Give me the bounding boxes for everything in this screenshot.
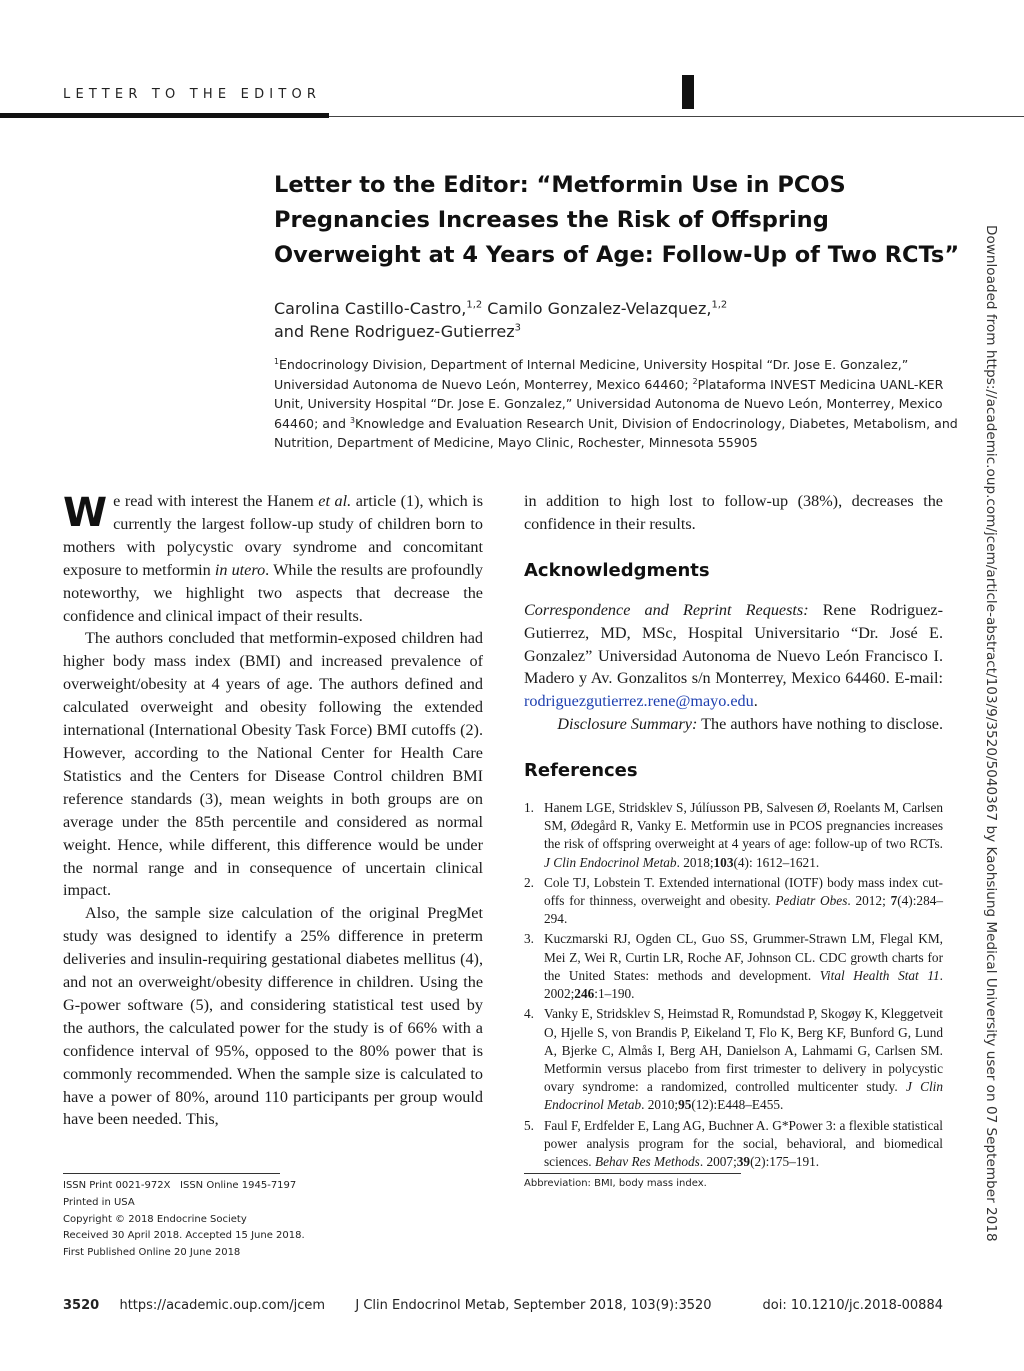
reference-volume: 39 [736, 1153, 751, 1169]
journal-citation: J Clin Endocrinol Metab, September 2018, 103(9):3520 [355, 1298, 712, 1313]
publication-info [63, 1178, 305, 1262]
reference-volume: 103 [713, 854, 734, 870]
affil-3: Knowledge and Evaluation Research Unit, Division of Endocrinology, Diabetes, Metabolism, and Nutrition, Department of Medicine, Mayo Clinic, Rochester, Minnesota 55905 [274, 415, 958, 450]
affil-1-marker: 1 [274, 356, 279, 366]
drop-cap: W [63, 490, 108, 536]
author-2: Camilo Gonzalez-Velazquez, [482, 299, 712, 318]
author-list [274, 297, 834, 343]
affil-1: Endocrinology Division, Department of Internal Medicine, University Hospital “Dr. Jose E. Gonzalez,” Universidad Autonoma de Nuevo León, Monterrey, Mexico 64460; [274, 357, 909, 392]
reference-journal: Pediatr Obes [775, 893, 848, 909]
download-note: Downloaded from https://academic.oup.com/jcem/article-abstract/103/9/3520/5040367 by Kaohsiung Medical University user on 07 September 2018 [983, 225, 999, 1242]
download-note-container [976, 225, 1006, 1242]
reference-number: 3. [524, 931, 534, 947]
reference-item [524, 1117, 943, 1172]
reference-journal: J Clin Endocrinol Metab [544, 1079, 944, 1113]
affil-2-marker: 2 [692, 376, 698, 386]
reference-number: 5. [524, 1117, 534, 1133]
abbreviation-footnote: Abbreviation: BMI, body mass index. [524, 1178, 707, 1189]
correspondence-label: Correspondence and Reprint Requests: [524, 600, 809, 619]
footnote-rule-left [63, 1173, 280, 1174]
author-3-affil: 3 [514, 322, 521, 334]
doi[interactable]: doi: 10.1210/jc.2018-00884 [762, 1298, 943, 1313]
issn-line: ISSN Print 0021-972X ISSN Online 1945-7197 [63, 1180, 297, 1191]
reference-pages: (2):175–191. [750, 1153, 820, 1169]
page-footer [63, 1298, 943, 1313]
header-marker-block [682, 75, 694, 109]
affiliations [274, 355, 974, 453]
reference-text: Kuczmarski RJ, Ogden CL, Guo SS, Grummer-Strawn LM, Flegal KM, Mei Z, Wei R, Curtin LR, Roche AF, Johnson CL. CDC growth charts for the United States: methods and development. [544, 931, 943, 983]
reference-item [524, 930, 943, 1003]
section-label: LETTER TO THE EDITOR [63, 87, 322, 102]
reference-number: 4. [524, 1006, 534, 1022]
reference-volume: 246 [574, 986, 595, 1002]
correspondence-text: Rene Rodriguez-Gutierrez, MD, MSc, Hospital Universitario “Dr. José E. Gonzalez” Universidad Autonoma de Nuevo León Francisco I. Madero y Av. Gonzalitos s/n Monterrey, Mexico 64460. E-mail: [524, 600, 943, 688]
reference-number: 2. [524, 874, 534, 890]
right-column [524, 490, 943, 1173]
disclosure-text: The authors have nothing to disclose. [697, 715, 943, 734]
acknowledgments-heading: Acknowledgments [524, 559, 710, 581]
reference-year: . 2010; [641, 1097, 679, 1113]
received-line: Received 30 April 2018. Accepted 15 June 2018. [63, 1230, 305, 1242]
reference-volume: 95 [678, 1097, 692, 1113]
body-paragraph-1 [63, 490, 483, 627]
reference-pages: (12):E448–E455. [691, 1097, 784, 1113]
author-3: and Rene Rodriguez-Gutierrez [274, 322, 515, 341]
journal-url[interactable]: https://academic.oup.com/jcem [119, 1298, 326, 1313]
reference-journal: Behav Res Methods [594, 1153, 700, 1169]
body-paragraph-3: Also, the sample size calculation of the original PregMet study was designed to identify a 25% difference in preterm deliveries and insulin-requiring gestational diabetes mellitus (4), and not an overweight/obesity difference in children. Using the G-power software (5), and considering statistical test used by the authors, the calculated power for the study is of 66% with a confidence interval of 95%, opposed to the 80% power that is commonly recommended. When the sample size is calculated to have a power of 80%, around 110 participants per group would have been needed. This, [63, 904, 483, 1129]
reference-number: 1. [524, 800, 534, 816]
header-rule-thick [0, 113, 329, 118]
reference-year: . 2002; [544, 967, 943, 1002]
reference-list [524, 799, 943, 1171]
reference-pages: (4): 1612–1621. [733, 854, 820, 870]
body-paragraph-4: in addition to high lost to follow-up (38%), decreases the confidence in their results. [524, 492, 943, 533]
author-1: Carolina Castillo-Castro, [274, 299, 467, 318]
reference-journal: Vital Health Stat 11 [819, 967, 940, 983]
disclosure [524, 713, 943, 736]
published-line: First Published Online 20 June 2018 [63, 1247, 241, 1259]
reference-volume: 7 [890, 893, 898, 909]
p1-text-a: e read with interest the Hanem [113, 492, 319, 510]
reference-text: Faul F, Erdfelder E, Lang AG, Buchner A. G*Power 3: a flexible statistical power analysis program for the social, behavioral, and biomedical sciences. [544, 1117, 943, 1169]
copyright-line: Copyright © 2018 Endocrine Society [63, 1213, 247, 1225]
references-heading: References [524, 760, 638, 782]
reference-item [524, 1005, 943, 1114]
reference-journal: J Clin Endocrinol Metab [544, 854, 677, 870]
left-column [63, 490, 483, 1131]
reference-text: Vanky E, Stridsklev S, Heimstad R, Romundstad P, Skogøy K, Kleggetveit O, Hjelle S, von Brandis P, Eikeland T, Flo K, Berg KF, Bunford G, Lund A, Bjerke C, Almås I, Berg AH, Danielson A, Lahmami G, Carlsen SM. Metformin versus placebo from first trimester to delivery in polycystic ovary syndrome: a randomized, controlled multicenter study. [544, 1006, 943, 1095]
p1-in-utero: in utero [214, 560, 266, 579]
reference-year: . 2018; [676, 854, 714, 870]
reference-item [524, 799, 943, 872]
footnote-rule-right [524, 1173, 741, 1174]
author-1-affil: 1,2 [466, 299, 483, 311]
reference-pages: :1–190. [594, 986, 635, 1002]
reference-year: . 2012; [847, 893, 891, 909]
affil-2: Plataforma INVEST Medicina UANL-KER Unit, University Hospital “Dr. Jose E. Gonzalez,” Universidad Autonoma de Nuevo León, Monterrey, Mexico 64460; and [274, 376, 944, 431]
correspondence [524, 599, 943, 714]
reference-year: . 2007; [699, 1153, 737, 1169]
reference-text: Hanem LGE, Stridsklev S, Júlíusson PB, Salvesen Ø, Roelants M, Carlsen SM, Ødegård R, Vanky E. Metformin use in PCOS pregnancies increases the risk of offspring overweight at 4 years of age: follow-up of two RCTs. [544, 800, 943, 852]
email-link[interactable]: rodriguezgutierrez.rene@mayo.edu [524, 692, 754, 711]
article-title: Letter to the Editor: “Metformin Use in PCOS Pregnancies Increases the Risk of Offspring Overweight at 4 Years of Age: Follow-Up of Two RCTs” [274, 172, 960, 268]
header-rule-thin [329, 116, 1024, 117]
correspondence-end: . [753, 692, 758, 711]
reference-text: Cole TJ, Lobstein T. Extended international (IOTF) body mass index cut-offs for thinness, overweight and obesity. [544, 874, 943, 909]
affil-3-marker: 3 [350, 415, 355, 425]
reference-pages: (4):284–294. [544, 893, 944, 927]
reference-item [524, 874, 943, 929]
printed-line: Printed in USA [63, 1196, 135, 1208]
p1-text-b: article (1), which is currently the largest follow-up study of children born to mothers with polycystic ovary syndrome and concomitant exposure to metformin [63, 492, 483, 579]
disclosure-label: Disclosure Summary: [557, 715, 698, 734]
author-2-affil: 1,2 [711, 299, 728, 311]
p1-text-c: . While the results are profoundly noteworthy, we highlight two aspects that decrease the confidence and clinical impact of their results. [63, 560, 484, 625]
body-paragraph-2: The authors concluded that metformin-exposed children had higher body mass index (BMI) and increased prevalence of overweight/obesity at 4 years of age. The authors defined and calculated overweight and obesity following the extended international (International Obesity Task Force) BMI cutoffs (2). However, according to the National Center for Health Care Statistics and the Centers for Disease Control children BMI reference standards (3), mean weights in both groups are on average under the 85th percentile and considered as normal weight. Hence, while different, this difference would be under the normal range and in consequence of uncertain clinical impact. [63, 629, 483, 900]
page-number: 3520 [63, 1298, 100, 1313]
p1-etal: et al. [318, 492, 352, 510]
